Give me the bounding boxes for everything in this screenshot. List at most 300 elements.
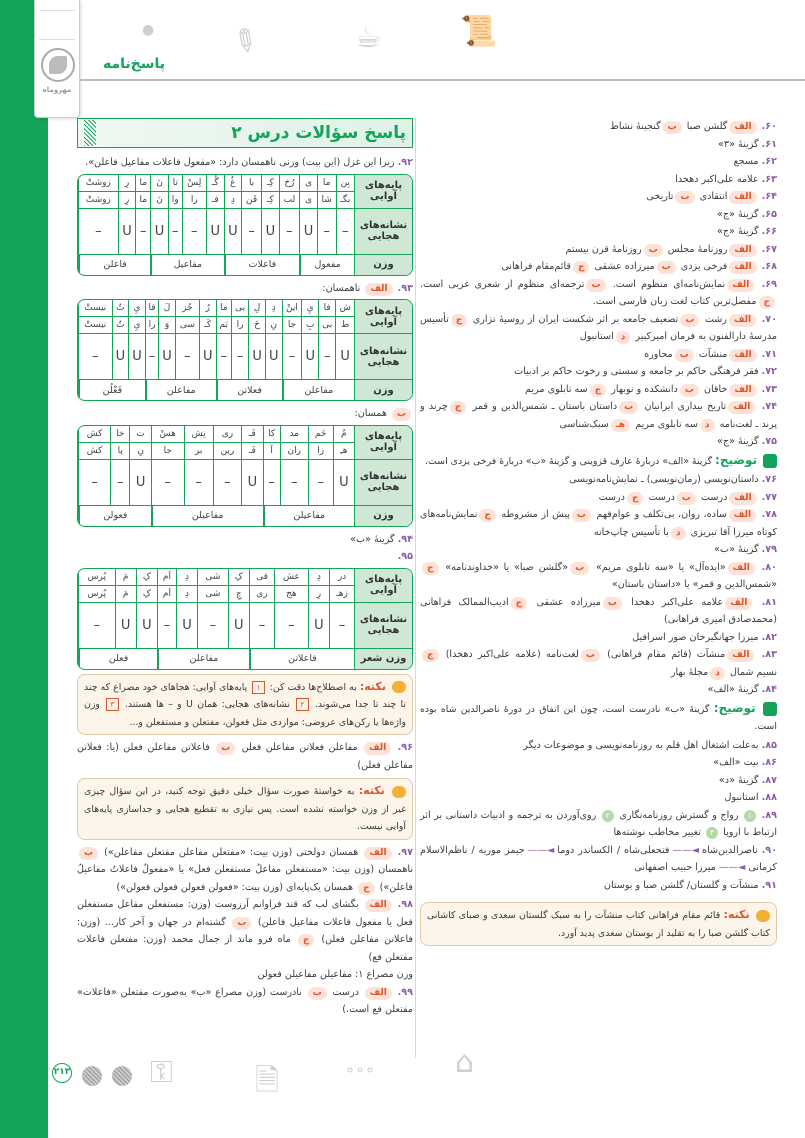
answer-text: مسجع [733,156,759,167]
syllable-cell: خَ [248,317,265,334]
syllable-cell: نیستْ [78,317,112,334]
syllable-cell: بِ [301,317,318,334]
note-label: نکته: [723,908,750,921]
syllable-cell: چِ [228,586,249,603]
answer-text: مجلهٔ بهار [670,666,709,678]
list-item [420,223,777,241]
meter-foot-cell: فعلن [78,649,157,669]
question-number: ۹۸. [397,899,413,910]
answer-text: منشآت و گلستان/ گلشن صبا و بوستان [603,879,759,891]
answer-text: گنجینهٔ نشاط [609,121,661,132]
note-text: نشانه‌های هجایی: همان U و – ها هستند. [124,699,290,710]
syllable-cell: پُرس [78,586,115,603]
answer-text: علامه علی‌اکبر دهخدا [631,596,724,608]
answer-text: همسان دولختی (وزن بیت: «مفتعلن مفاعلن مفتعلن مفاعلن») [104,846,359,858]
answer-text: علامه علی‌اکبر دهخدا [675,173,759,185]
meter-symbol-cell: U [261,209,279,255]
syllable-cell: شا [317,192,336,209]
explanation-text: گزینهٔ «ب» نادرست است، چون این اتفاق در دورهٔ ناصرالدین شاه بوده است. [420,703,777,732]
syllable-cell: زهـ [329,586,354,603]
syllable-cell: کش [78,443,110,460]
meter-symbol-cell: U [241,460,262,506]
list-item [420,646,777,681]
syllable-cell: اینْ [282,300,302,317]
option-badge: ب [675,349,694,362]
table-row [78,380,412,400]
meter-symbol-cell: U [115,603,136,649]
answer-text: درست [332,986,359,998]
meter-symbol-cell: – [175,334,199,380]
syllable-cell: نِش [184,426,213,443]
syllable-cell: آ [263,443,280,460]
option-badge: ج [358,882,375,895]
answer-text: مفصل‌ترین کتاب لغت زبان فارسی است. [592,296,757,307]
explanation-text: گزینهٔ «الف» دربارهٔ عارف قزوینی و گزینهٔ «ب» دربارهٔ فرخی یزدی است. [425,455,713,467]
beads-icon: ∘∘∘ [345,1060,376,1079]
key-icon: ⚿ [150,1055,173,1090]
meter-table-95 [77,568,413,670]
meter-symbol-cell: – [78,209,118,255]
question-91 [420,877,777,895]
option-badge: هـ [611,419,630,432]
answer-text: گزینهٔ «۳» [718,138,759,150]
syllable-cell: قی [249,569,274,586]
syllable-cell: خا [110,426,129,443]
syllable-cell: هج [274,586,308,603]
speech-bubble-icon [392,786,406,798]
meter-foot-cell: فعولن [78,506,151,526]
answer-text: ناهمسان (وزن بیت: «مستفعلن مفاعلُ مستفعلن فعل» یا «مفعولُ فاعلاتُ مفاعیلُ فاعلن») [77,864,413,893]
answer-text: درست [598,491,625,503]
question-89 [420,807,777,842]
syllable-cell: جُز [175,300,199,317]
option-badge: الف [365,283,392,296]
syllable-cell: ی [299,192,317,209]
option-badge: الف [729,244,756,257]
syllable-cell: کِ [228,569,249,586]
right-column [420,118,777,950]
row-header-neshane: نشانه‌های هجایی [354,460,412,506]
note-text: پایه‌های آوایی: هجاهای خود مصراع که چند تا چند تا جدا می‌شوند. [84,681,406,710]
meter-symbol-cell: – [78,603,115,649]
meter-symbol-cell: U [335,334,354,380]
arrow-icon: ◄—— [672,844,700,856]
meter-symbol-cell: – [274,603,308,649]
meter-symbol-cell: U [265,334,282,380]
syllable-cell: سی [175,317,199,334]
option-badge: ب [675,191,694,204]
answer-text: گزینهٔ «ب» [714,544,759,555]
syllable-cell: رین [213,443,242,460]
question-number: ۸۹. [761,809,777,821]
syllable-cell: کِ [136,569,157,586]
syllable-cell: بَم [216,317,231,334]
question-number: ۸۶. [761,757,777,768]
syllable-cell: ری [249,586,274,603]
answer-text: گلشن صبا [686,121,728,132]
chain-item: فتحعلی‌شاه / الکساندر دوما [557,844,670,856]
syllable-cell: دِ [265,300,282,317]
list-item [420,737,777,755]
meter-symbol-cell: – [78,460,110,506]
syllable-cell: ما [216,300,231,317]
meter-symbol-cell: – [197,603,228,649]
syllable-cell: ی [299,175,317,192]
answer-text: درست [701,491,728,503]
syllable-cell: پا [110,443,129,460]
answer-text: استانبول [579,331,614,342]
question-number: ۶۶. [761,226,777,237]
question-number: ۹۶. [397,742,413,753]
table-row [78,175,412,192]
note-text: وزن واژه‌ها یا رکن‌های عروضی: مواردی مثل فعولن، مفتعلن و مستفعلن و... [84,699,406,728]
list-item [420,559,777,594]
meter-symbol-cell: – [110,460,129,506]
option-badge: الف [725,597,752,610]
note-label: نکته: [359,679,386,693]
list-item [420,258,777,276]
list-item [420,629,777,647]
list-item [420,541,777,559]
syllable-cell: فا [318,300,335,317]
meter-symbol-cell: – [282,334,302,380]
list-item [420,398,777,433]
meter-table-93b [77,425,413,527]
syllable-cell: ط [335,317,354,334]
row-header-paye: پایه‌های آوایی [354,426,412,460]
list-item [420,381,777,399]
table-row [78,506,412,526]
answer-text: ادیب‌الممالک فراهانی (محمدصادق امیری فراهانی) [420,596,777,625]
list-item [420,681,777,699]
meter-symbol-cell: U [150,209,168,255]
meter-foot-cell: مفاعیل [150,255,223,275]
syllable-cell: ری [213,426,242,443]
syllable-cell: رِ [308,586,329,603]
meter-symbol-cell: U [301,334,318,380]
syllable-cell: مَ [115,586,136,603]
answer-text: ساده، روان، بی‌تکلف و عوام‌فهم [596,509,727,520]
syllable-cell: ت [129,426,150,443]
syllable-cell: لِ [248,300,265,317]
meter-foot-cell: فاعلاتن [249,649,354,669]
answer-text: گزینهٔ «د» [718,774,759,786]
syllable-cell: گُـ [206,175,224,192]
option-badge: ب [677,492,696,505]
meter-foot-cell: فَعْلُن [78,380,145,400]
syllable-cell: بر [184,443,213,460]
meter-symbol-cell: U [176,603,197,649]
answer-text: ماه فرو ماند از جمال محمد (وزن: مفتعلن فاعلات مفتعلن فع) [77,934,413,963]
syllable-cell: را [182,192,206,209]
question-number: ۶۷. [761,243,777,255]
syllable-cell: اَم [157,569,176,586]
meter-foot-cell: مفاعلن [145,380,216,400]
syllable-cell: کش [78,426,110,443]
answer-text: همسان: [354,408,387,419]
answer-text: تضعیف جامعه بر اثر شکست ایران از روسیهٔ تزاری [472,313,679,325]
meter-symbol-cell: U [112,334,129,380]
syllable-cell: مد [280,426,308,443]
answer-text: پیش از مشروطه [501,509,570,520]
answer-text: انتقادی [699,191,728,202]
syllable-cell: رُخ [279,175,300,192]
note-text: قائم مقام فراهانی کتاب منشآت را به سبک گلستان سعدی و صبای کاشانی کتاب گلشن صبا را به تقلید از بوستان سعدی پدید آورد. [427,910,770,939]
meter-table-93a [77,299,413,401]
answer-text: لغت‌نامه (علامه علی‌اکبر دهخدا) [445,649,579,660]
meter-symbol-cell: U [136,603,157,649]
syllable-cell: فـ [206,192,224,209]
syllable-cell: فَـ [241,426,262,443]
option-badge: ب [308,987,327,1000]
syllable-cell: نَ [150,192,168,209]
question-number: ۸۴. [761,684,777,695]
answer-text: سبک‌شناسی [559,418,609,430]
option-badge: ب [581,649,600,662]
list-item [420,471,777,489]
answer-text: بیت «الف» [713,757,759,768]
meter-foot-cell: فاعلن [78,255,150,275]
option-badge: ب [619,401,638,414]
birdcage-icon: ⌂ [455,1045,475,1080]
syllable-cell: فَـ [241,443,262,460]
syllable-cell: دِ [176,569,197,586]
option-badge: ب [79,847,98,860]
question-number: ۷۳. [761,383,777,395]
option-badge: الف [729,121,756,134]
list-item [420,311,777,346]
note-box-terms [77,674,413,736]
answer-text: فقر فرهنگی حاکم بر جامعه و سستی و رخوت حاکم بر ادبیات [514,366,759,377]
answer-text: ناهمسان: [322,282,361,294]
question-number: ۹۹. [397,986,413,998]
answer-text: قائم‌مقام فراهانی [501,261,571,272]
syllable-cell: مَ [115,569,136,586]
row-header-neshane: نشانه‌های هجایی [354,334,412,380]
scroll-icon: 📜 [460,14,498,49]
question-number: ۷۰. [761,313,777,325]
question-number: ۷۵. [761,436,777,447]
note-box-question-focus [77,778,413,840]
syllable-cell: دِ [224,192,242,209]
meter-symbol-cell: U [248,334,265,380]
meter-symbol-cell: – [157,603,176,649]
syllable-cell: ش [335,300,354,317]
option-badge: د [671,527,686,540]
answer-text: گزینهٔ «ج» [717,208,759,220]
circled-number: ۲ [602,810,614,822]
note-text: به اصطلاح‌ها دقت کن: [269,681,357,693]
answer-text: همسان یک‌پایه‌ای (وزن بیت: «فعولن فعولن فعولن فعولن») [116,881,354,893]
option-badge: الف [729,509,756,522]
syllable-cell: عش [274,569,308,586]
row-header-neshane: نشانه‌های هجایی [354,209,412,255]
option-badge: الف [729,261,756,274]
answer-text: سه تابلوی مریم [525,383,588,395]
question-number: ۶۰. [761,121,777,132]
meter-symbol-cell: U [308,603,329,649]
meter-symbol-cell: – [280,460,308,506]
meter-symbol-cell: – [249,603,274,649]
syllable-cell: دِ [308,569,329,586]
answer-list-76-84 [420,471,777,699]
option-badge: الف [365,899,392,912]
syllable-cell: نِ [129,443,150,460]
option-badge: ب [232,917,251,930]
syllable-cell: ما [135,192,150,209]
note-box-monshaat [420,902,777,946]
option-badge: الف [729,384,756,397]
answer-text: گشته‌ام در جهان و آخر کار... (وزن: فاعلاتن مفاعلن فعلن) [77,916,414,945]
list-item [420,276,777,311]
meter-symbol-cell: U [118,209,136,255]
syllable-cell: بی [231,300,248,317]
question-number: ۷۲. [761,366,777,377]
option-badge: ب [392,408,411,421]
syllable-cell: مُ [333,426,354,443]
option-badge: ج [479,509,496,522]
table-row [78,334,412,380]
meter-symbol-cell: – [308,460,333,506]
list-item [420,363,777,381]
row-header-vazn: وزن [354,380,412,400]
meter-symbol-cell: – [78,334,112,380]
question-92 [77,154,413,172]
answer-text: نمایش‌نامه‌ای منظوم است. [612,278,726,290]
answer-text: روزنامهٔ مجلس [667,243,728,255]
syllable-cell: شی [197,586,228,603]
question-number: ۶۴. [761,191,777,202]
answer-text: رواج و گسترش روزنامه‌نگاری [619,809,739,821]
option-badge: ج [451,314,468,327]
syllable-cell: کَـ [199,317,216,334]
option-badge: الف [729,492,756,505]
option-badge: د [616,331,631,344]
meter-symbol-cell: – [231,334,248,380]
syllable-cell: زوشتْ [78,192,118,209]
list-item [420,789,777,807]
syllable-cell: لِسْ [182,175,206,192]
section-title: پاسخ سؤالات درس ۲ [231,123,406,143]
meter-symbol-cell: – [318,334,335,380]
explanation-label: توضیح: [715,452,758,467]
question-96 [77,739,413,774]
answer-text: رشت [704,313,727,325]
list-item [420,506,777,541]
meter-symbol-cell: U [333,460,354,506]
meter-symbol-cell: – [336,209,354,255]
answer-text: روی‌آوردن به ترجمه و ادبیات داستانی بر اثر ارتباط با اروپا [420,809,777,838]
circled-number: ۳ [706,827,718,839]
header-divider [80,79,805,81]
syllable-cell: يِ [128,317,145,334]
note-number-box: ۱ [252,681,264,694]
syllable-cell: را [231,317,248,334]
answer-text: تغییر مخاطب نوشته‌ها [613,827,701,838]
syllable-cell: رِ [118,175,136,192]
option-badge: ب [586,279,605,292]
syllable-cell: کِـ [261,175,279,192]
option-badge: الف [364,742,391,755]
option-badge: ب [572,509,591,522]
microphone-icon [763,454,777,468]
answer-text: تأسیس مدرسهٔ دارالفنون به فرمان امیرکبیر [420,313,777,342]
option-badge: ج [573,261,590,274]
answer-text: نادرست (وزن مصراع «ب» به‌صورت مفتعلن «فاعلات» مفتعلن فع است.) [77,986,413,1015]
list-item [420,136,777,154]
question-number: ۶۵. [761,208,777,220]
note-label: نکته: [358,784,385,797]
option-badge: ب [663,121,682,134]
syllable-cell: بگـ [336,192,354,209]
answer-text: دانشکده و نوبهار [611,383,678,395]
question-number: ۸۵. [761,739,777,751]
option-badge: ج [422,649,439,662]
meter-foot-cell: مفاعیلن [151,506,263,526]
arrow-icon: ◄—— [718,862,746,873]
question-number: ۹۴. [397,533,413,545]
list-item [420,433,777,451]
column-divider [415,118,416,1058]
meter-symbol-cell: – [317,209,336,255]
answer-text: مفاعلن فعلاتن مفاعلن فعلن [241,742,358,753]
meter-symbol-cell: – [135,209,150,255]
answer-text: گزینهٔ «الف» [707,684,759,695]
question-number: ۶۲. [761,156,777,167]
meter-foot-cell: مفعول [299,255,354,275]
meter-foot-cell: فاعلات [224,255,300,275]
meter-symbol-cell: – [182,209,206,255]
answer-text: ترجمه‌ای منظوم از شعری غربی است. [420,278,585,290]
question-93b [77,405,413,423]
syllable-cell: در [329,569,354,586]
syllable-cell: زوشتْ [78,175,118,192]
option-badge: ج [759,296,776,309]
answer-text: «گلشن صبا» یا «خداوندنامه» [445,561,569,573]
note-text: به خواستهٔ صورت سؤال خیلی دقیق توجه کنید، در این سؤال چیزی غیر از وزن خواسته نشده است. پس نیازی به تقطیع هجایی و جداسازی پایه‌های آوایی نیست. [84,786,406,832]
list-item [420,171,777,189]
table-row [78,255,412,275]
syllable-cell: اَم [157,586,176,603]
answer-text: تاریخ بیداری ایرانیان [644,401,727,412]
option-badge: الف [365,987,392,1000]
syllable-cell: نیستْ [78,300,112,317]
answer-text: گزینهٔ «ج» [717,436,759,447]
table-row [78,603,412,649]
list-item [420,346,777,364]
meter-symbol-cell: – [213,460,242,506]
option-badge: د [710,667,725,680]
meter-foot-cell: مفاعلن [282,380,354,400]
meter-symbol-cell: U [299,209,317,255]
answer-text: داستان باستان ـ شمس‌الدین و قمر [472,401,618,412]
answer-text: «ایده‌آل» یا «سه تابلوی مریم» [595,561,726,573]
circled-number: ۱ [744,810,756,822]
syllable-cell: قا [145,300,158,317]
answer-text: نسیم شمال [729,666,777,678]
chain-item: ناصرالدین‌شاه [702,844,758,856]
option-badge: الف [728,562,755,575]
meter-symbol-cell: – [151,460,184,506]
question-94 [77,531,413,549]
syllable-cell: نَ [150,175,168,192]
row-header-paye: پایه‌های آوایی [354,569,412,603]
section-title-box [77,118,413,148]
answer-text: گزینهٔ «ب» [350,533,395,545]
question-number: ۹۱. [761,879,777,891]
syllable-cell: تُ [112,300,129,317]
list-item [420,118,777,136]
